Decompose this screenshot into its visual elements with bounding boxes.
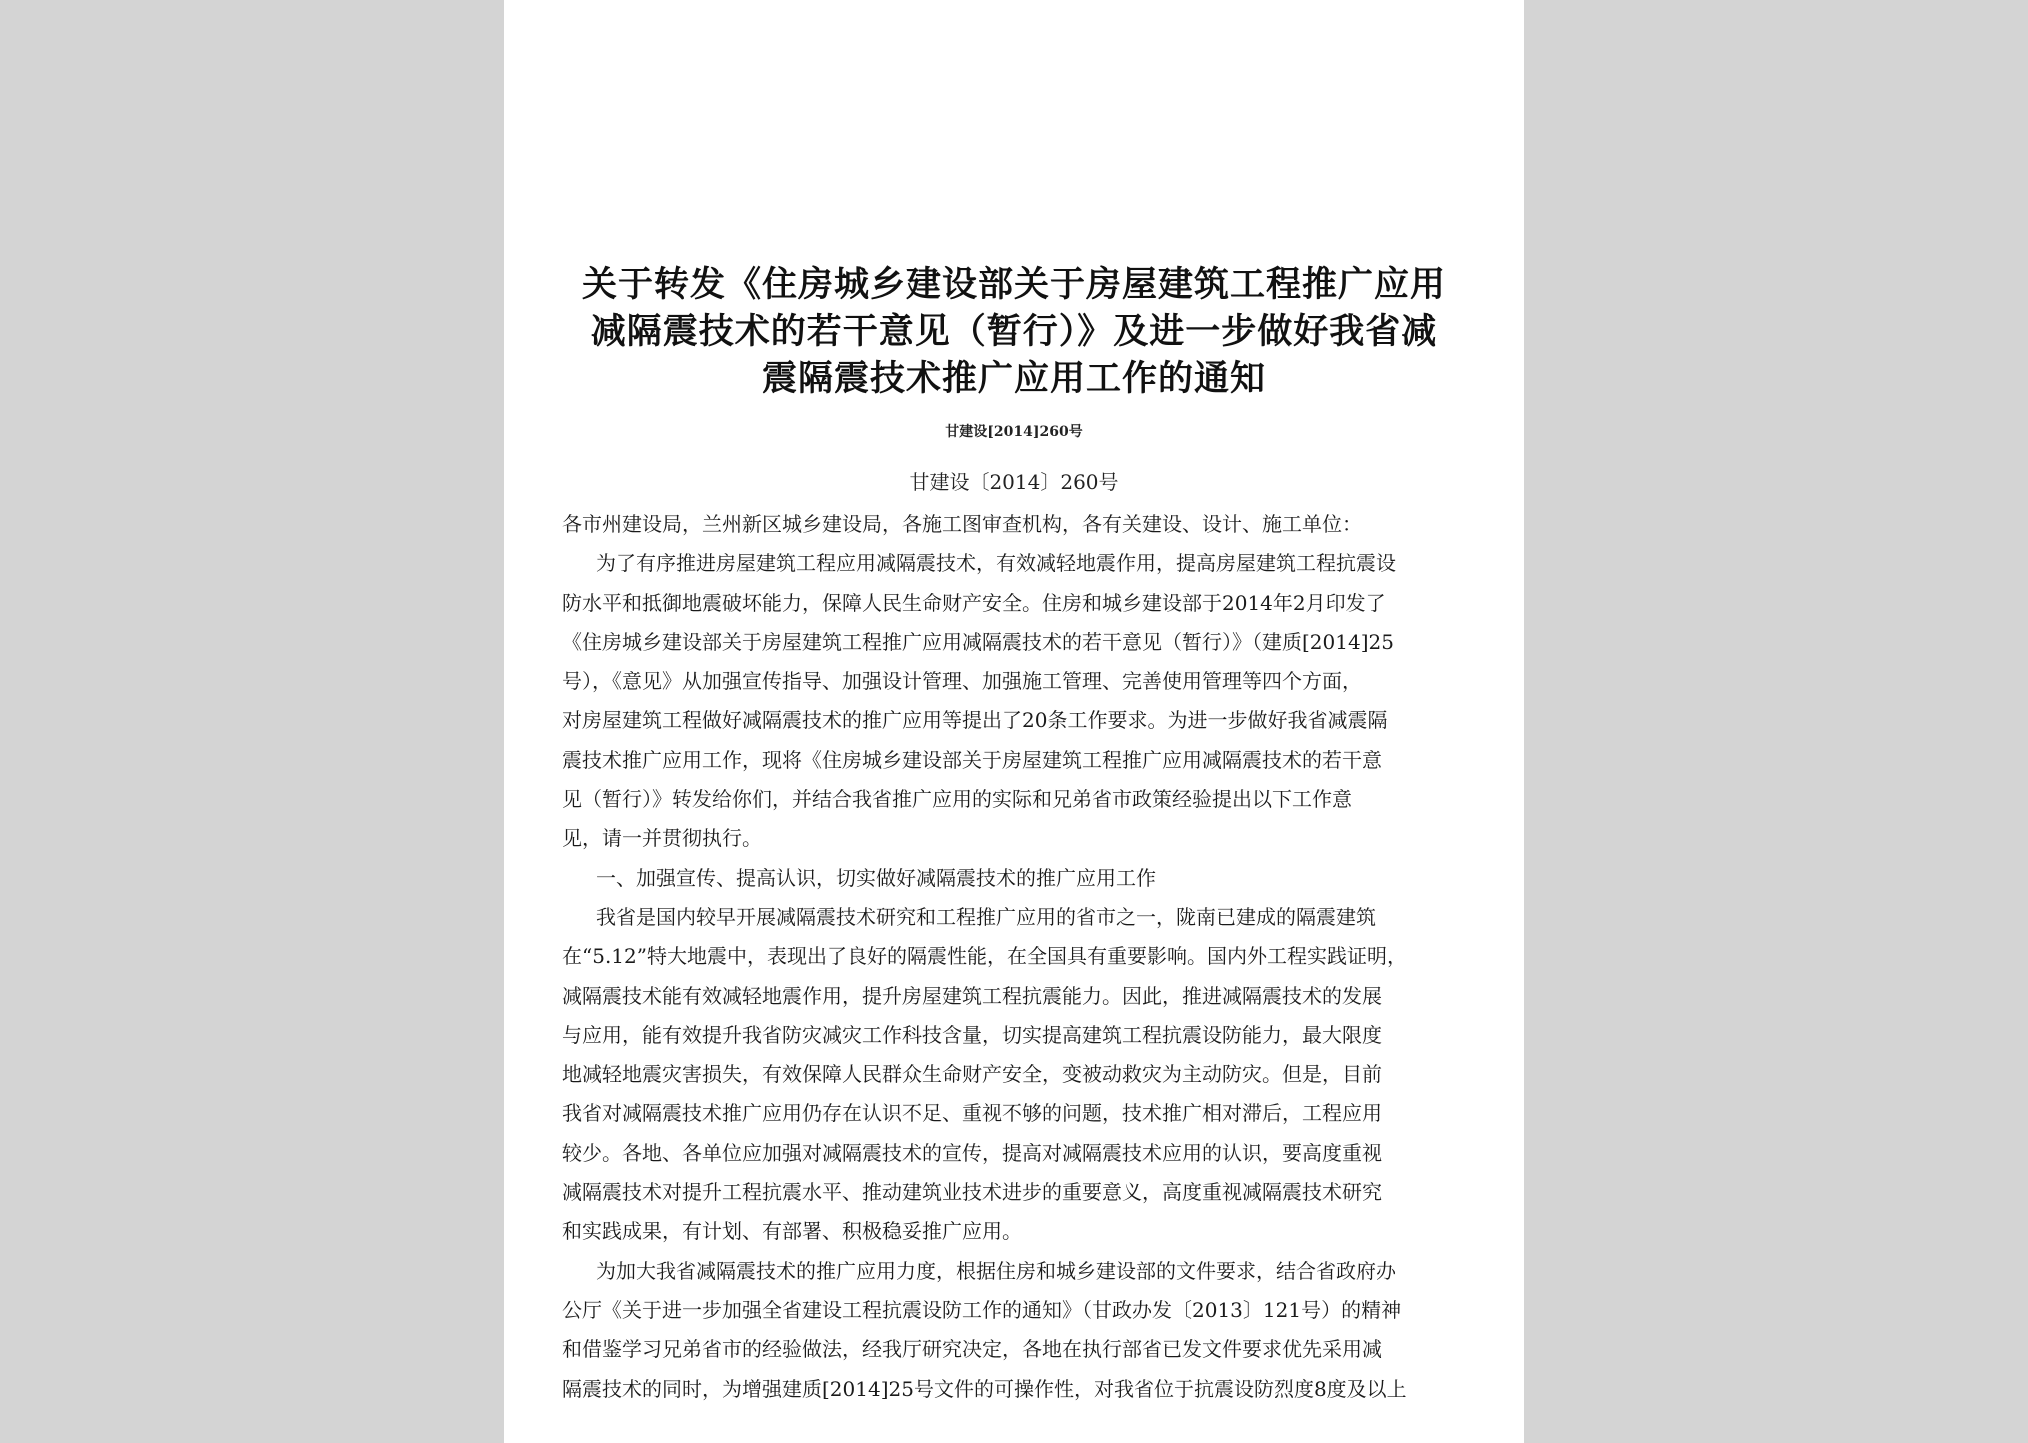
title-line: 震隔震技术推广应用工作的通知 (761, 359, 1266, 399)
body-line: 与应用，能有效提升我省防灾减灾工作科技含量，切实提高建筑工程抗震设防能力，最大限度 (562, 1022, 1382, 1047)
section-heading: 一、加强宣传、提高认识，切实做好减隔震技术的推广应用工作 (596, 865, 1156, 890)
body-line: 减隔震技术能有效减轻地震作用，提升房屋建筑工程抗震能力。因此，推进减隔震技术的发展 (562, 983, 1382, 1008)
body-line: 在“5.12”特大地震中，表现出了良好的隔震性能，在全国具有重要影响。国内外工程实践证明， (562, 944, 1407, 969)
body-line: 较少。各地、各单位应加强对减隔震技术的宣传，提高对减隔震技术应用的认识，要高度重视 (562, 1140, 1382, 1165)
body-line: 防水平和抵御地震破坏能力，保障人民生命财产安全。住房和城乡建设部于2014年2月印发了 (562, 590, 1386, 615)
body-line: 我省对减隔震技术推广应用仍存在认识不足、重视不够的问题，技术推广相对滞后，工程应用 (562, 1101, 1382, 1126)
body-line: 公厅《关于进一步加强全省建设工程抗震设防工作的通知》（甘政办发〔2013〕121号）的精神 (562, 1297, 1402, 1322)
body-line: 见（暂行）》转发给你们，并结合我省推广应用的实际和兄弟省市政策经验提出以下工作意 (562, 787, 1352, 812)
body-line: 《住房城乡建设部关于房屋建筑工程推广应用减隔震技术的若干意见（暂行）》（建质[2014]25 (562, 629, 1394, 654)
addressee-line: 各市州建设局，兰州新区城乡建设局，各施工图审查机构，各有关建设、设计、施工单位： (562, 512, 1362, 536)
document-number-small: 甘建设[2014]260号 (945, 424, 1083, 440)
body-line: 见，请一并贯彻执行。 (562, 826, 762, 851)
body-line: 号），《意见》从加强宣传指导、加强设计管理、加强施工管理、完善使用管理等四个方面， (562, 669, 1362, 694)
body-line: 减隔震技术对提升工程抗震水平、推动建筑业技术进步的重要意义，高度重视减隔震技术研究 (562, 1180, 1382, 1205)
body-line: 震技术推广应用工作，现将《住房城乡建设部关于房屋建筑工程推广应用减隔震技术的若干意 (562, 747, 1382, 772)
document-title (544, 262, 1484, 403)
title-line: 关于转发《住房城乡建设部关于房屋建筑工程推广应用 (581, 265, 1446, 305)
title-line: 减隔震技术的若干意见（暂行）》及进一步做好我省减 (590, 312, 1438, 352)
body-line: 为了有序推进房屋建筑工程应用减隔震技术，有效减轻地震作用，提高房屋建筑工程抗震设 (596, 551, 1396, 576)
document-page (504, 0, 1524, 1443)
body-line: 和借鉴学习兄弟省市的经验做法，经我厅研究决定，各地在执行部省已发文件要求优先采用减 (562, 1337, 1382, 1362)
body-line: 和实践成果，有计划、有部署、积极稳妥推广应用。 (562, 1219, 1022, 1244)
body-line: 地减轻地震灾害损失，有效保障人民群众生命财产安全，变被动救灾为主动防灾。但是，目前 (562, 1062, 1382, 1087)
document-number: 甘建设〔2014〕260号 (909, 470, 1119, 494)
body-line: 为加大我省减隔震技术的推广应用力度，根据住房和城乡建设部的文件要求，结合省政府办 (596, 1258, 1396, 1283)
body-line: 对房屋建筑工程做好减隔震技术的推广应用等提出了20条工作要求。为进一步做好我省减震隔 (562, 708, 1388, 733)
body-line: 我省是国内较早开展减隔震技术研究和工程推广应用的省市之一，陇南已建成的隔震建筑 (596, 904, 1376, 929)
document-body (562, 505, 1462, 1409)
body-line: 隔震技术的同时，为增强建质[2014]25号文件的可操作性，对我省位于抗震设防烈度8度及以上 (562, 1376, 1407, 1401)
